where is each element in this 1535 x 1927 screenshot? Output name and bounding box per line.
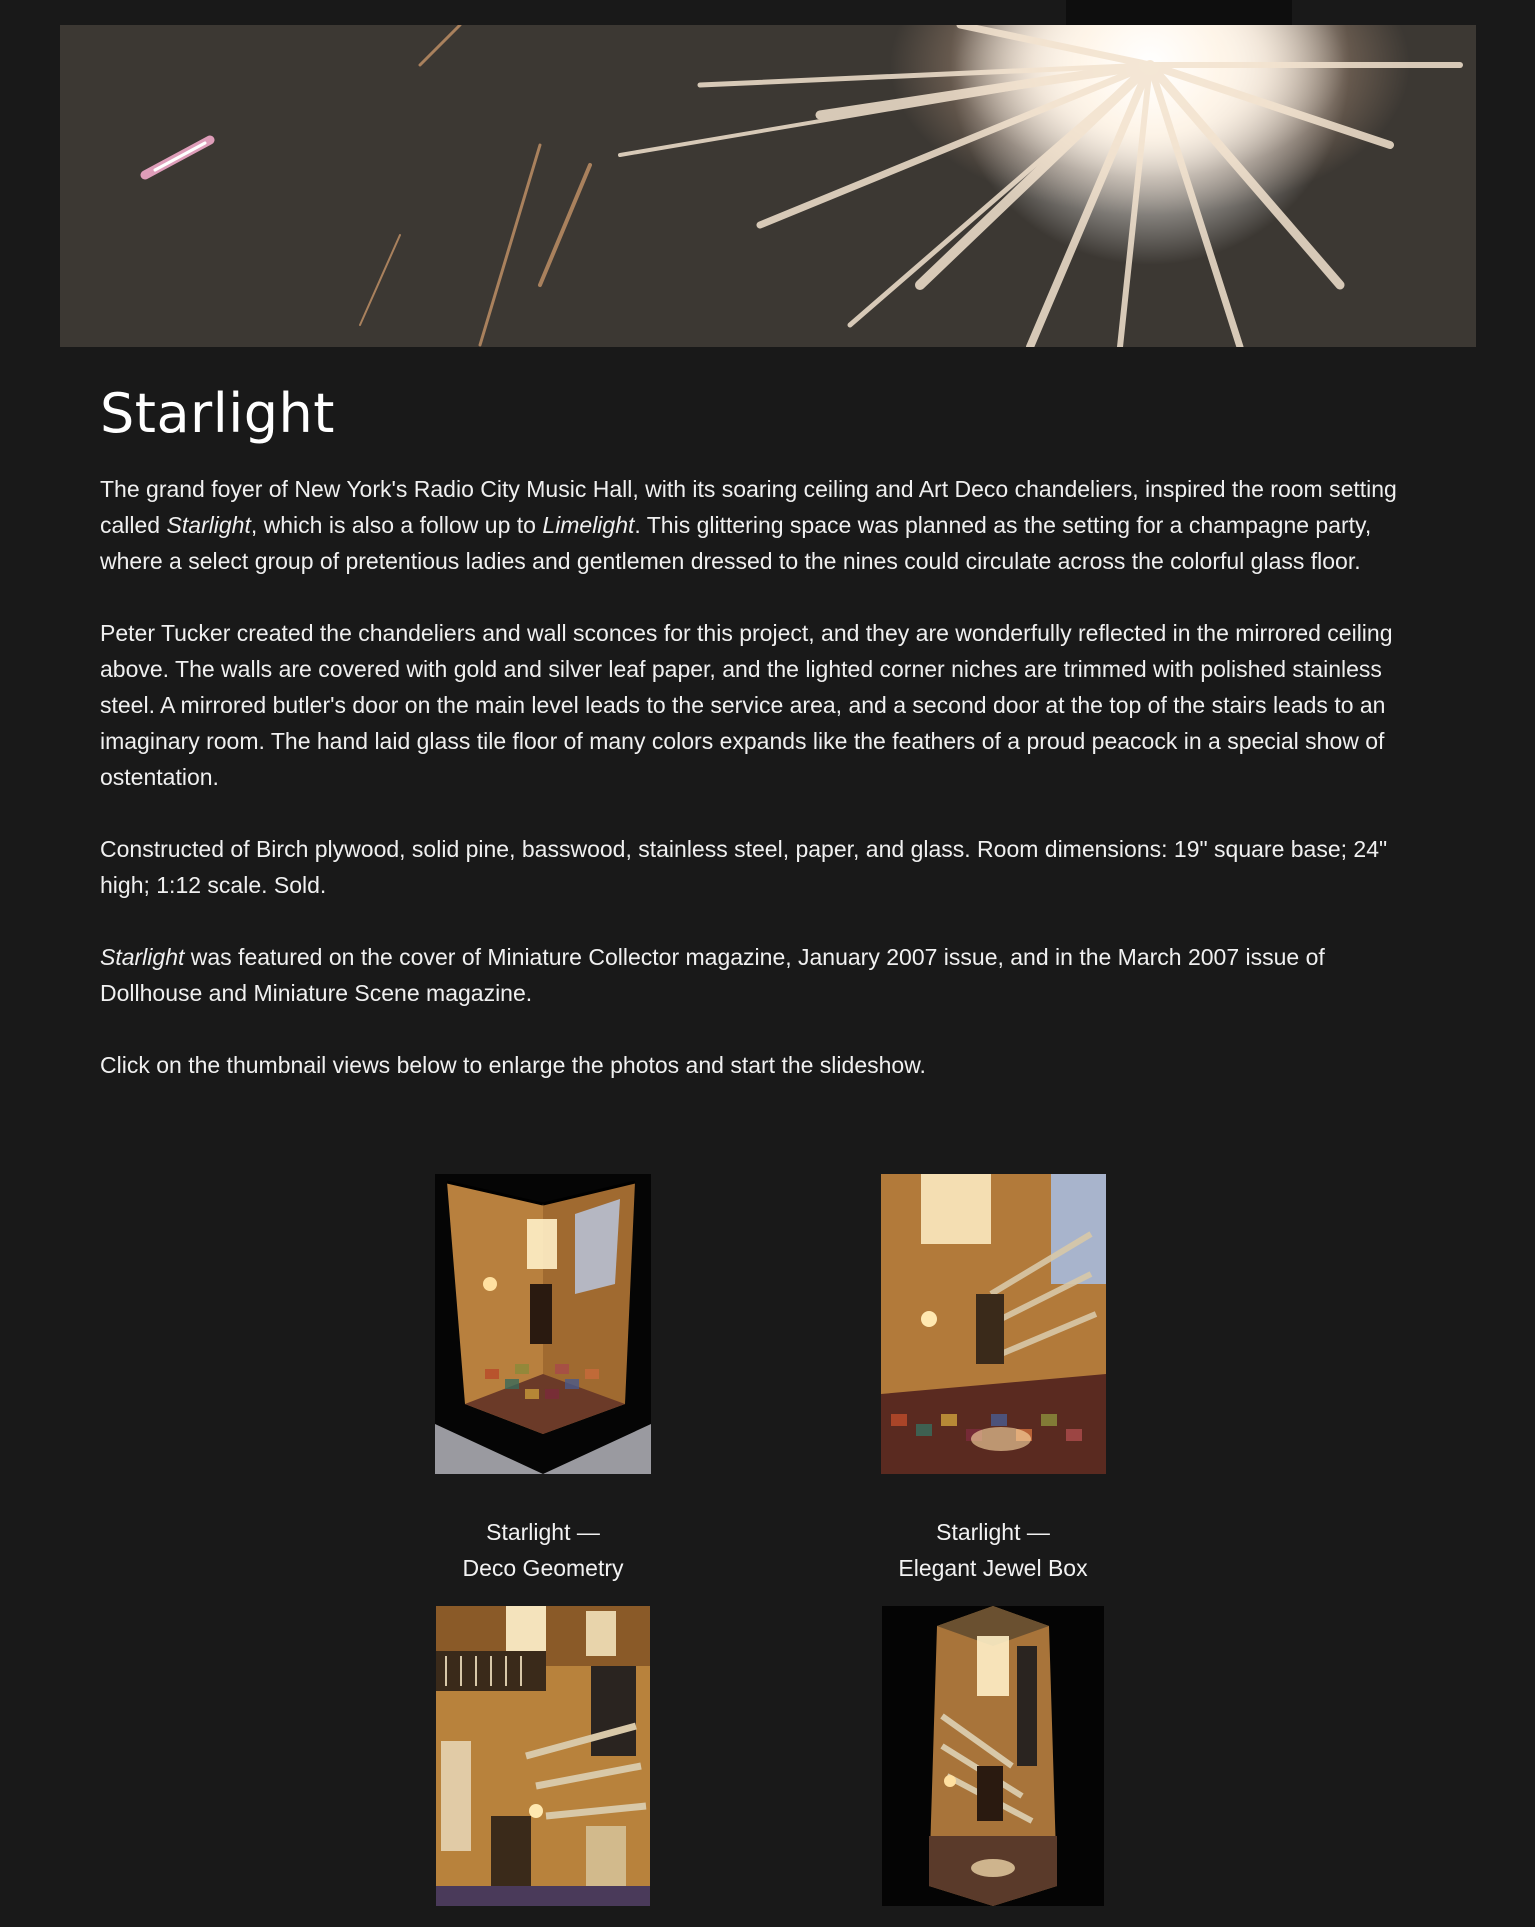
caption-line-2: Elegant Jewel Box (898, 1555, 1088, 1581)
intro-text-c: , which is also a follow up to (250, 512, 543, 538)
intro-text-limelight: Limelight (542, 512, 635, 538)
thumbnail-elegant-jewel-box[interactable] (881, 1174, 1106, 1474)
main-content (100, 360, 1420, 1119)
thumbnail-deco-geometry[interactable] (435, 1174, 651, 1474)
featured-paragraph (100, 939, 1420, 1011)
instructions-paragraph: Click on the thumbnail views below to enlarge the photos and start the slideshow. (100, 1052, 926, 1078)
caption-line-1: Starlight — (936, 1519, 1050, 1545)
intro-paragraph (100, 471, 1420, 579)
caption-line-1: Starlight — (486, 1519, 600, 1545)
caption-elegant-jewel-box[interactable] (843, 1514, 1143, 1586)
featured-text-b: was featured on the cover of Miniature Collector magazine, January 2007 issue, and in the March 2007 issue of Dollhouse and Miniature Scene magazine. (100, 944, 1325, 1006)
caption-deco-geometry[interactable] (393, 1514, 693, 1586)
intro-text-e: . This glittering space was planned as the setting for a champagne party, where a select group of pretentious ladies and gentlemen dressed to the nines could circulate across the colorful glass floor. (100, 512, 1372, 574)
page-title: Starlight (100, 382, 335, 445)
thumbnail-full-room[interactable] (882, 1606, 1104, 1906)
construction-paragraph: Constructed of Birch plywood, solid pine, basswood, stainless steel, paper, and glass. Room dimensions: 19" square base; 24" high; 1:12 scale. Sold. (100, 836, 1388, 898)
intro-text-starlight: Starlight (166, 512, 251, 538)
caption-line-2: Deco Geometry (462, 1555, 624, 1581)
hero-banner-sparkler-image (60, 25, 1476, 347)
top-bar-tab (1066, 0, 1292, 25)
thumbnail-staircase-balcony[interactable] (436, 1606, 650, 1906)
intro-text-a: The grand foyer of New York's Radio City Music Hall, with its soaring ceiling and Art Deco chandeliers, inspired the room setting called (100, 476, 1397, 538)
featured-text-starlight: Starlight (100, 944, 185, 970)
details-paragraph: Peter Tucker created the chandeliers and wall sconces for this project, and they are wonderfully reflected in the mirrored ceiling above. The walls are covered with gold and silver leaf paper, and the lighted corner niches are trimmed with polished stainless steel. A mirrored butler's door on the main level leads to the service area, and a second door at the top of the stairs leads to an imaginary room. The hand laid glass tile floor of many colors expands like the feathers of a proud peacock in a special show of ostentation. (100, 620, 1393, 790)
